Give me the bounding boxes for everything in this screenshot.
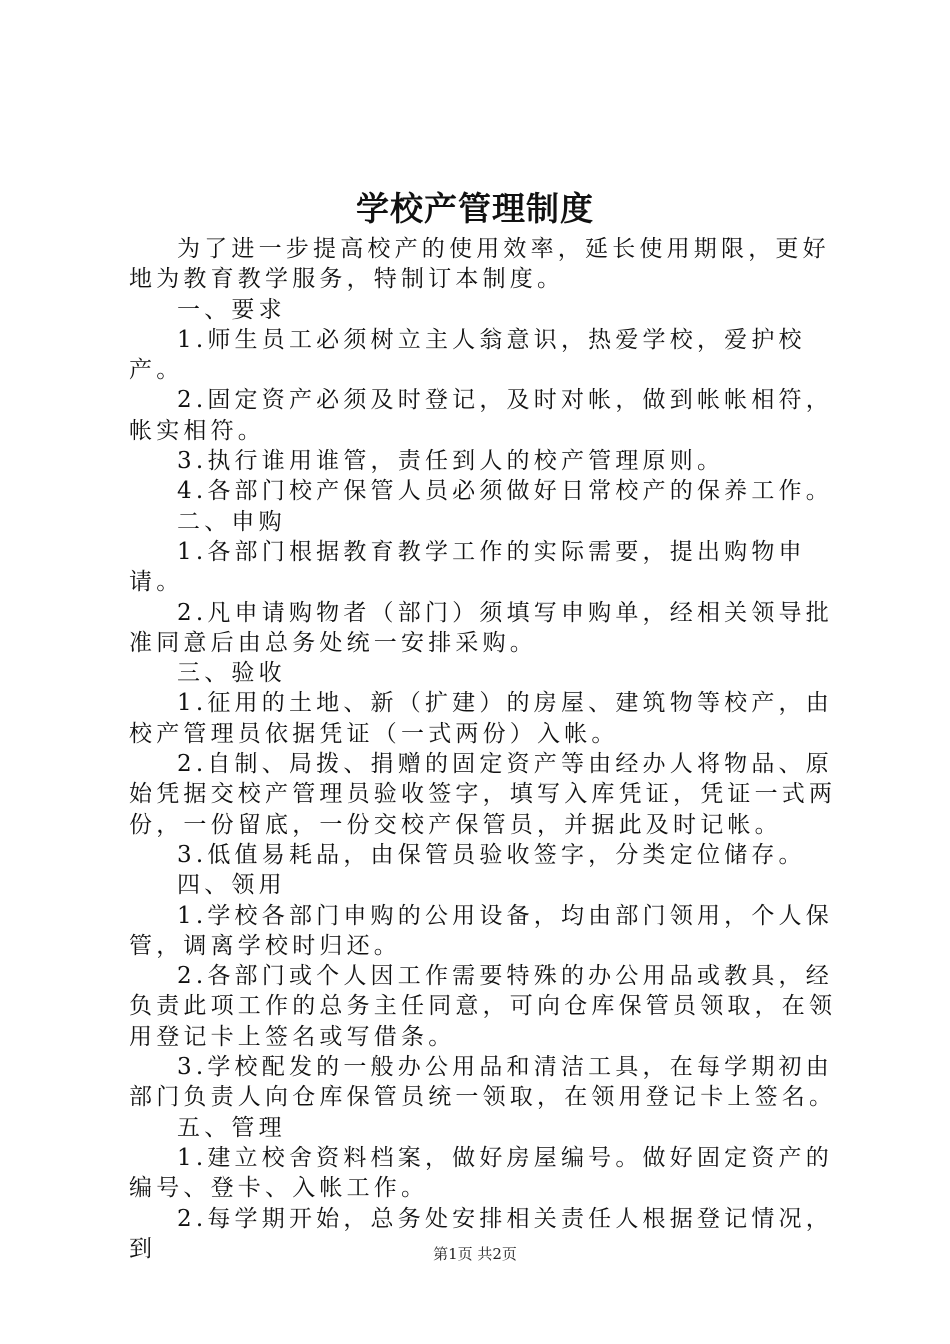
section-heading-requirements: 一、要求 — [177, 296, 286, 323]
section-heading-management: 五、管理 — [177, 1114, 286, 1141]
paragraph: 2.各部门或个人因工作需要特殊的办公用品或教具，经负责此项工作的总务主任同意，可向仓库保管员领取，在领用登记卡上签名或写借条。 — [129, 963, 837, 1050]
document-title: 学校产管理制度 — [356, 189, 594, 228]
paragraph: 1.学校各部门申购的公用设备，均由部门领用，个人保管，调离学校时归还。 — [129, 902, 833, 959]
section-heading-acceptance: 三、验收 — [177, 660, 286, 687]
paragraph: 2.凡申请购物者（部门）须填写申购单，经相关领导批准同意后由总务处统一安排采购。 — [129, 599, 833, 656]
paragraph: 3.执行谁用谁管，责任到人的校产管理原则。 — [177, 448, 725, 475]
section-heading-collection: 四、领用 — [177, 872, 286, 899]
paragraph: 2.每学期开始，总务处安排相关责任人根据登记情况，到 — [129, 1205, 833, 1262]
section-heading-purchase: 二、申购 — [177, 508, 286, 535]
page-footer: 第1页 共2页 — [433, 1245, 517, 1263]
paragraph: 2.自制、局拨、捐赠的固定资产等由经办人将物品、原始凭据交校产管理员验收签字，填写入库凭证，凭证一式两份，一份留底，一份交校产保管员，并据此及时记帐。 — [129, 751, 837, 838]
paragraph: 3.学校配发的一般办公用品和清洁工具，在每学期初由部门负责人向仓库保管员统一领取，在领用登记卡上签名。 — [129, 1054, 837, 1111]
paragraph: 1.建立校舍资料档案，做好房屋编号。做好固定资产的编号、登卡、入帐工作。 — [129, 1144, 833, 1202]
paragraph: 1.师生员工必须树立主人翁意识，热爱学校，爱护校产。 — [129, 326, 806, 384]
paragraph: 4.各部门校产保管人员必须做好日常校产的保养工作。 — [177, 478, 833, 505]
document-body — [129, 234, 839, 1264]
paragraph: 2.固定资产必须及时登记，及时对帐，做到帐帐相符，帐实相符。 — [129, 387, 833, 444]
paragraph: 3.低值易耗品，由保管员验收签字，分类定位储存。 — [177, 841, 806, 868]
paragraph: 1.征用的土地、新（扩建）的房屋、建筑物等校产，由校产管理员依据凭证（一式两份）入帐。 — [129, 690, 833, 747]
paragraph: 1.各部门根据教育教学工作的实际需要，提出购物申请。 — [129, 538, 806, 596]
paragraph-intro: 为了进一步提高校产的使用效率，延长使用期限，更好地为教育教学服务，特制订本制度。 — [129, 236, 830, 293]
